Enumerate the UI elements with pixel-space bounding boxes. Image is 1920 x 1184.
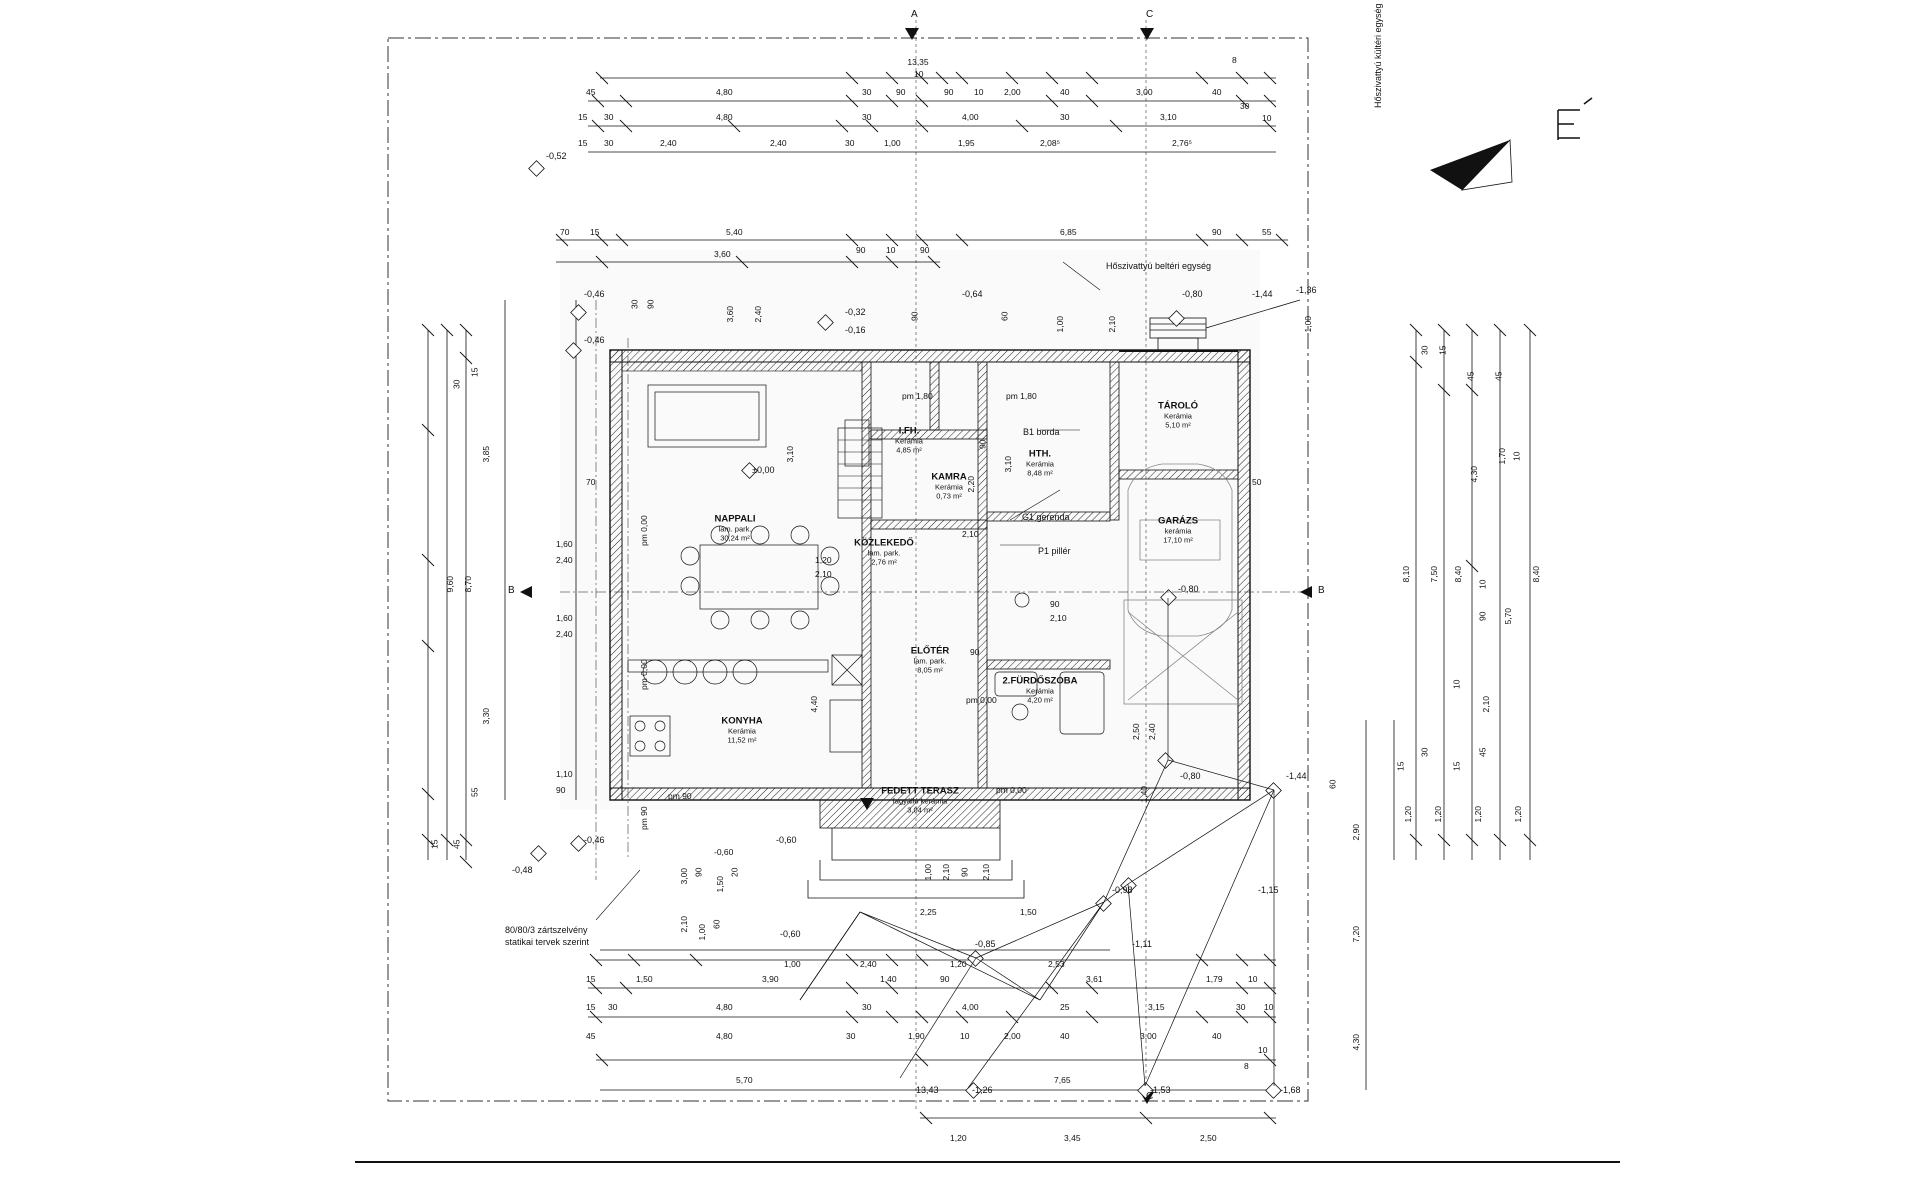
dim-mb-2-10: 2,10 [679,915,690,933]
dim-right-7-50: 7,50 [1429,565,1440,583]
dim-v-4-40: 4,40 [809,695,820,713]
dim-b2-15: 15 [586,1002,596,1012]
dim-left-2-40a: 2,40 [556,555,573,565]
dim-in-5-40: 5,40 [726,227,743,237]
dim-b2-4-80: 4,80 [716,1002,733,1012]
dim-right-45a: 45 [1465,371,1476,381]
dim-right-45b: 45 [1493,371,1504,381]
dim-70-left: 70 [586,477,596,487]
room-area: 8,48 m² [1027,468,1053,478]
room-area: 0,73 m² [936,491,962,501]
level--1-53: -1,53 [1150,1085,1171,1095]
dim-b3-10: 10 [960,1031,970,1041]
dim-b2-30b: 30 [862,1002,872,1012]
dim-top3-15: 15 [578,112,588,122]
dim-in-90c: 90 [1212,227,1222,237]
room-i-fh [895,426,923,455]
dim-right-1-70: 1,70 [1497,447,1508,465]
dim-right-1-20a: 1,20 [1403,805,1414,823]
dim-in-10: 10 [886,245,896,255]
dim-b3-30: 30 [846,1031,856,1041]
dim-b3-1-90: 1,90 [908,1031,925,1041]
dim-left-15: 15 [469,367,480,377]
dim-right-8-10: 8,10 [1401,565,1412,583]
dim-right-30: 30 [1419,345,1430,355]
room-name: KONYHA [721,715,763,727]
axis-label-c-top: C [1146,9,1154,20]
room-name: NAPPALI [714,513,756,525]
dim-terasz-0-00: pm 0,00 [996,785,1027,795]
level--1-68: -1,68 [1280,1085,1301,1095]
room-area: 3,04 m² [907,805,933,815]
dim-b3-40b: 40 [1212,1031,1222,1041]
dim-90-door: 90 [1050,599,1060,609]
dim-2-40-garage: 2,40 [1147,723,1157,740]
room-name: 2.FÜRDŐSZOBA [1002,675,1078,687]
dim-b2-25: 25 [1060,1002,1070,1012]
level--0-60-a: -0,60 [776,835,797,845]
dim-right-2-90: 2,90 [1351,823,1362,841]
dim-v-2-10: 2,10 [1107,315,1118,333]
dim-top2-30: 30 [862,87,872,97]
dim-right-7-20: 7,20 [1351,925,1362,943]
dim-b2-10: 10 [1264,1002,1274,1012]
dim-top4-2-76: 2,76⁵ [1172,138,1193,148]
dim-mb-0-60: -0,60 [714,847,734,857]
dim-v-1-00: 1,00 [1055,315,1066,333]
dim-top4-1-95: 1,95 [958,138,975,148]
dim-v-3-10b: 3,10 [1003,455,1014,473]
room-finish: Kerámia [1026,459,1054,469]
dim-pm-1-80-b: pm 1,80 [1006,391,1037,401]
dim-b2-3-15: 3,15 [1148,1002,1165,1012]
dim-left-30: 30 [451,379,462,389]
dim-top4-30: 30 [604,138,614,148]
dim-left-9-60: 9,60 [445,575,456,593]
dim-top4-15: 15 [578,138,588,148]
note-g1-gerenda: G1 gerenda [1022,512,1070,522]
dim-b2-30: 30 [608,1002,618,1012]
level--0-98: -0,98 [1112,885,1133,895]
dim-v-3-10: 3,10 [785,445,796,463]
room-finish: Kerámia [1026,686,1054,696]
dim-right-15c: 15 [1395,761,1406,771]
note-zartszelveny-2: statikai tervek szerint [505,937,590,947]
dim-top-13-35: 13,35 [907,57,929,67]
level-0-00: ±0,00 [752,465,775,475]
level--0-80-garage: -0,80 [1178,584,1199,594]
level--0-48: -0,48 [512,865,533,875]
room-tarolo [1158,401,1198,430]
dim-b6-2-50: 2,50 [1200,1133,1217,1143]
dim-v-3-60: 3,60 [725,305,736,323]
dim-right-10: 10 [1511,451,1522,461]
dim-b1-3-61: 3,61 [1086,974,1103,984]
dim-in2-3-60: 3,60 [714,249,731,259]
dim-top4-30b: 30 [845,138,855,148]
level--0-32: -0,32 [845,307,866,317]
level--1-26: -1,26 [972,1085,993,1095]
dim-right-4-30: 4,30 [1351,1033,1362,1051]
axis-label-b-right: B [1318,585,1325,596]
note-p1-piller: P1 pillér [1038,546,1071,556]
room-finish: lam. park. [867,548,901,558]
level--1-44-ext: -1,44 [1286,771,1307,781]
dim-b2-30c: 30 [1236,1002,1246,1012]
dim-b1-1-40: 1,40 [880,974,897,984]
dim-top3-4-80: 4,80 [716,112,733,122]
dim-b2-4-00: 4,00 [962,1002,979,1012]
level--0-80-ext: -0,80 [1180,771,1201,781]
dim-right-1-20d: 1,20 [1513,805,1524,823]
room-name: KÖZLEKEDŐ [854,537,914,549]
dim-b3-4-80: 4,80 [716,1031,733,1041]
dim-50: 50 [1252,477,1262,487]
level--0-85: -0,85 [975,939,996,949]
dim-mb-90: 90 [693,867,704,877]
dim-top3-30: 30 [604,112,614,122]
dim-mb-2-25: 2,25 [920,907,937,917]
room-finish: lam. park. [718,524,752,534]
dim-right-10c: 10 [1451,679,1462,689]
level--0-64: -0,64 [962,289,983,299]
level--0-16: -0,16 [845,325,866,335]
dim-left-3-30: 3,30 [481,707,492,725]
room-name: ELŐTÉR [910,645,950,657]
dim-right-60: 60 [1327,779,1338,789]
dim-in-90b: 90 [920,245,930,255]
room-name: HTH. [1028,448,1052,460]
dim-top2-40b: 40 [1212,87,1222,97]
dim-b3-45: 45 [586,1031,596,1041]
room-area: 2,76 m² [871,557,897,567]
dim-top2-3-00: 3,00 [1136,87,1153,97]
dim-mb-2-53: 2,53 [1048,959,1065,969]
room-name: FEDETT TERASZ [881,785,959,797]
dim-90-door2: 90 [970,647,980,657]
level--1-15: -1,15 [1258,885,1279,895]
room-area: 5,10 m² [1165,420,1191,430]
dim-v-90b: 90 [909,311,920,321]
dim-b3-2-00: 2,00 [1004,1031,1021,1041]
note-heatpump-indoor: Hőszivattyú beltéri egység [1106,261,1212,271]
dim-top4-2-40a: 2,40 [660,138,677,148]
room-fedett-terasz [881,786,959,815]
room-area: 8,05 m² [917,665,943,675]
dim-v-2-40: 2,40 [753,305,764,323]
dim-mb-1-40: 1,40 [1139,785,1150,803]
dim-top3-30c: 30 [1060,112,1070,122]
dim-top4-1-00: 1,00 [884,138,901,148]
dim-mb-90b: 90 [959,867,970,877]
room-eloter [911,646,950,675]
room-kamra [931,472,966,501]
dim-top3-30b: 30 [862,112,872,122]
dim-in-55: 55 [1262,227,1272,237]
dim-1-20: 1,20 [815,555,832,565]
dim-pm-90-left: pm 90 [639,806,649,830]
level--0-60-b: -0,60 [780,929,801,939]
room-name: TÁROLÓ [1157,400,1199,412]
level--0-46-b: -0,46 [584,335,605,345]
dim-mb-1-00: 1,00 [697,923,708,941]
room-hth [1026,449,1054,478]
dim-b1-15: 15 [586,974,596,984]
note-b1-borda: B1 borda [1023,427,1060,437]
dim-top2-30b: 30 [1240,101,1250,111]
dim-top4-2-08: 2,08⁵ [1040,138,1061,148]
dim-top2-2-00: 2,00 [1004,87,1021,97]
dim-mb-1-50: 1,50 [715,875,726,893]
room-area: 4,85 m² [896,445,922,455]
dim-top3-4-00: 4,00 [962,112,979,122]
dim-b3-40: 40 [1060,1031,1070,1041]
dim-right-30b: 30 [1419,747,1430,757]
axis-label-c-bottom: C [1146,1091,1154,1102]
dim-right-8-40b: 8,40 [1531,565,1542,583]
dim-2-10-c: 2,10 [1050,613,1067,623]
level--1-43: 13,43 [916,1085,939,1095]
dim-right-10b: 10 [1477,579,1488,589]
dim-top2-10b: 10 [1262,113,1272,123]
room-area: 11,52 m² [727,735,757,745]
dim-left-1-60b: 1,60 [556,613,573,623]
dim-b1-10: 10 [1248,974,1258,984]
dim-top2-40: 40 [1060,87,1070,97]
dim-top2-4-80: 4,80 [716,87,733,97]
dim-left-8-70: 8,70 [463,575,474,593]
level--0-46-a: -0,46 [584,289,605,299]
dim-mb-1-20: 1,20 [950,959,967,969]
room-name: KAMRA [931,471,967,483]
dim-in-15: 15 [590,227,600,237]
dim-v-90: 90 [645,299,656,309]
dim-mb-60a: 60 [711,919,722,929]
dim-left-3-85: 3,85 [481,445,492,463]
dim-mb-3-00: 3,00 [679,867,690,885]
dim-right-15: 15 [1437,345,1448,355]
room-garazs [1158,516,1198,545]
room-area: 17,10 m² [1163,535,1193,545]
dim-right-4-30: 4,30 [1469,465,1480,483]
dim-right-1-20b: 1,20 [1433,805,1444,823]
room-finish: Kerámia [1164,411,1192,421]
dim-left-2-40b: 2,40 [556,629,573,639]
dim-v-2-20: 2,20 [966,475,977,493]
level--1-44-top: -1,44 [1252,289,1273,299]
dim-in-90: 90 [856,245,866,255]
room-finish: fagyálló kerámia [892,796,948,806]
dim-top2-90b: 90 [944,87,954,97]
dim-2-10-a: 2,10 [962,529,979,539]
dim-b6-3-45: 3,45 [1064,1133,1081,1143]
dim-right-45c: 45 [1477,747,1488,757]
dim-pm-1-80-a: pm 1,80 [902,391,933,401]
dim-b1-3-90: 3,90 [762,974,779,984]
room-kozlekedo [854,538,914,567]
dim-b4-8: 8 [1244,1061,1249,1071]
dim-top2-10: 10 [974,87,984,97]
dim-b4-5-70: 5,70 [736,1075,753,1085]
level--1-36: -1,36 [1296,285,1317,295]
room-nappali [715,514,756,543]
dim-right-90: 90 [1477,611,1488,621]
dim-left-1-60a: 1,60 [556,539,573,549]
dim-pm-0-00-left-a: pm 0,00 [639,515,649,546]
dim-mb-2-40: 2,40 [860,959,877,969]
dim-right-8-40: 8,40 [1453,565,1464,583]
dim-2-50: 2,50 [1131,723,1141,740]
dim-top2-45: 45 [586,87,596,97]
room-finish: kerámia [1164,526,1192,536]
room-name: GARÁZS [1157,515,1199,527]
dim-mb-20: 20 [729,867,740,877]
room-2-furdoszoba [1003,676,1078,705]
note-zartszelveny-1: 80/80/3 zártszelvény [505,925,588,935]
level--0-80-top: -0,80 [1182,289,1203,299]
dim-pm-0-00-left-b: pm 0,00 [639,659,649,690]
axis-label-a-top: A [911,9,918,20]
dim-top4-2-40b: 2,40 [770,138,787,148]
room-finish: lam. park. [913,656,947,666]
dim-in-70: 70 [560,227,570,237]
dim-b4-7-65: 7,65 [1054,1075,1071,1085]
dim-mb-1-50b: 1,50 [1020,907,1037,917]
level--0-46-c: -0,46 [584,835,605,845]
dim-right-1-20c: 1,20 [1473,805,1484,823]
dim-right-5-70: 5,70 [1503,607,1514,625]
dim-2-10-b: 2,10 [815,569,832,579]
dim-b1-90: 90 [940,974,950,984]
dim-left-90: 90 [556,785,566,795]
dim-right-2-10: 2,10 [1481,695,1492,713]
dim-left-55: 55 [469,787,480,797]
dim-b6-1-20: 1,20 [950,1133,967,1143]
dim-b1-1-50: 1,50 [636,974,653,984]
dim-top3-3-10: 3,10 [1160,112,1177,122]
room-finish: Kerámia [728,726,756,736]
level--1-11: -1,11 [1132,939,1152,949]
room-konyha [721,716,762,745]
dim-top-8: 8 [1232,55,1237,65]
dim-v-90c: 90 [977,439,988,449]
dim-b3-10b: 10 [1258,1045,1268,1055]
room-finish: Kerámia [895,436,923,446]
dim-v-1-00b: 1,00 [1303,315,1314,333]
level--0-52: -0,52 [546,151,567,161]
dim-pm-90-bottom: pm 90 [668,791,692,801]
dim-v-30: 30 [629,299,640,309]
room-area: 30,24 m² [720,533,750,543]
axis-label-b-left: B [508,585,515,596]
dim-b3-3-00: 3,00 [1140,1031,1157,1041]
room-area: 4,20 m² [1027,695,1053,705]
dim-left-15b: 15 [429,839,440,849]
dim-v-60: 60 [999,311,1010,321]
dim-mb-1-00b: 1,00 [923,863,934,881]
dim-left-45: 45 [451,839,462,849]
dim-mb-1-00c: 1,00 [784,959,801,969]
dim-mb-2-10c: 2,10 [981,863,992,881]
room-name: I.FH. [898,425,920,437]
dim-top-10: 10 [914,69,924,79]
dim-top2-90a: 90 [896,87,906,97]
room-finish: Kerámia [935,482,963,492]
dim-b1-1-79: 1,79 [1206,974,1223,984]
dim-mb-2-10b: 2,10 [941,863,952,881]
dim-pm-0-00-bath: pm 0,00 [966,695,997,705]
note-heatpump-outdoor: Hőszivattyú kültéri egység [1373,3,1383,108]
dim-in-6-85: 6,85 [1060,227,1077,237]
dim-left-1-10: 1,10 [556,769,573,779]
dim-right-15d: 15 [1451,761,1462,771]
